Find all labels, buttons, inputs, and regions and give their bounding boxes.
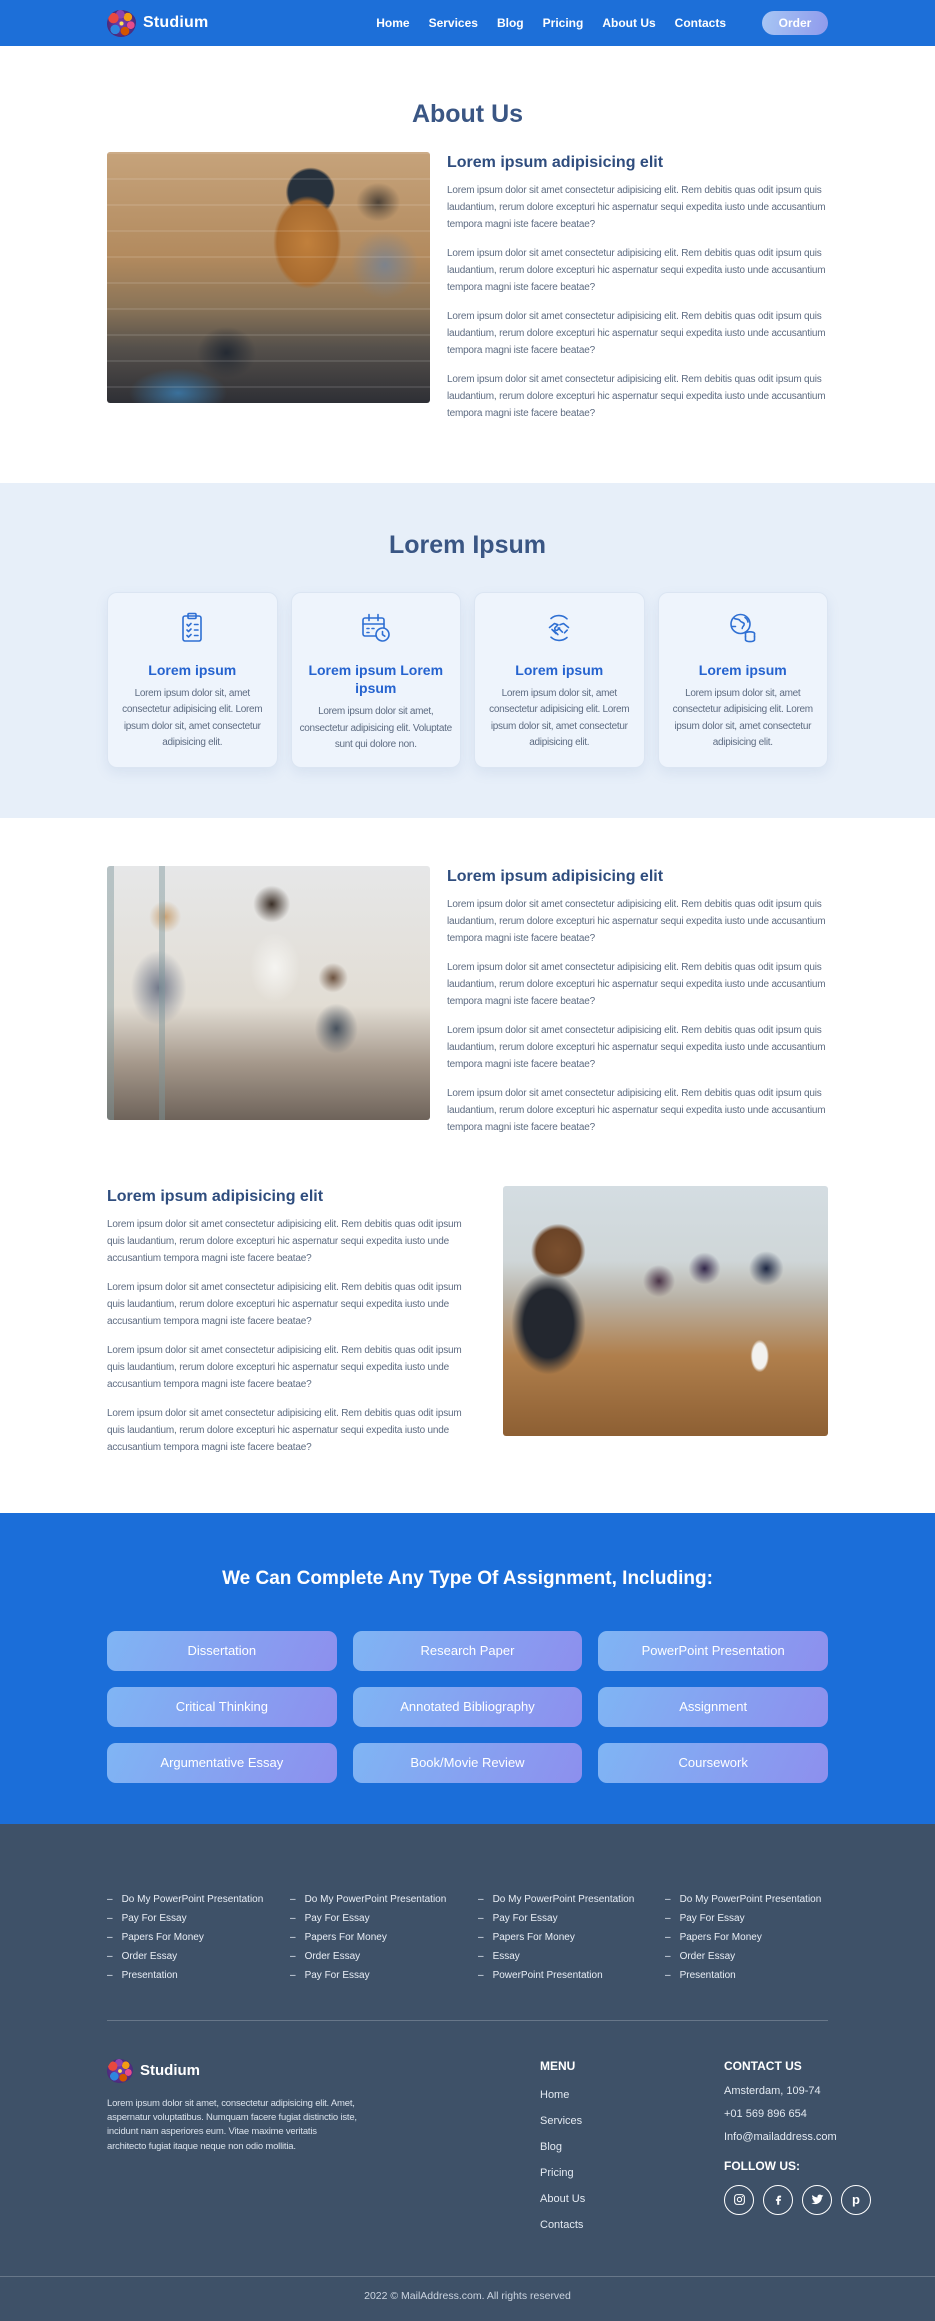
split1-paragraph: Lorem ipsum dolor sit amet consectetur adipisicing elit. Rem debitis quas odit ipsum quis laudantium, rerum dolore excepturi hic aspernatur sequi expedita iusto unde accusantium tempora magni iste facere beatae? xyxy=(447,1087,826,1133)
dash-bullet: – xyxy=(478,1969,484,1981)
assignment-button-powerpoint-presentation[interactable]: PowerPoint Presentation xyxy=(598,1631,828,1671)
feature-card-text: Lorem ipsum dolor sit, amet consectetur adipisicing elit. Lorem ipsum dolor sit, amet consectetur adipisicing elit. xyxy=(122,688,263,748)
studium-logo-icon xyxy=(107,10,136,37)
assignments-cta-section xyxy=(0,1513,935,1824)
feature-card-checklist xyxy=(107,592,278,768)
footer-contact-title: CONTACT US xyxy=(724,2058,802,2073)
studium-logo-icon xyxy=(107,2059,133,2083)
feature-card-global xyxy=(658,592,829,768)
dash-bullet: – xyxy=(665,1950,671,1962)
about-paragraph: Lorem ipsum dolor sit amet consectetur adipisicing elit. Rem debitis quas odit ipsum quis laudantium, rerum dolore excepturi hic aspernatur sequi expedita iusto unde accusantium tempora magni iste facere beatae? xyxy=(447,248,826,293)
footer-link[interactable]: Papers For Money xyxy=(492,1931,575,1943)
assignment-button-annotated-bibliography[interactable]: Annotated Bibliography xyxy=(353,1687,583,1727)
calendar-clock-icon xyxy=(358,633,394,650)
split1-paragraph: Lorem ipsum dolor sit amet consectetur adipisicing elit. Rem debitis quas odit ipsum quis laudantium, rerum dolore excepturi hic aspernatur sequi expedita iusto unde accusantium tempora magni iste facere beatae? xyxy=(447,961,826,1007)
dash-bullet: – xyxy=(290,1950,296,1962)
feature-card-deadline xyxy=(291,592,462,768)
footer-menu-contacts[interactable]: Contacts xyxy=(540,2218,584,2231)
footer-link[interactable]: Pay For Essay xyxy=(121,1912,187,1924)
split1-heading: Lorem ipsum adipisicing elit xyxy=(447,867,664,885)
feature-card-title: Lorem ipsum xyxy=(148,662,237,678)
assignment-button-research-paper[interactable]: Research Paper xyxy=(353,1631,583,1671)
dash-bullet: – xyxy=(107,1950,113,1962)
contact-address: Amsterdam, 109-74 xyxy=(724,2084,821,2097)
footer-about-text: Lorem ipsum dolor sit amet, consectetur adipisicing elit. Amet, aspernatur voluptatibus. Numquam facere fugiat distinctio iste, incidunt nam asperiores eum. Vitae maxime veritatis architecto fugiat itaque neque non odio mollitia. xyxy=(107,2097,357,2152)
split2-paragraph: Lorem ipsum dolor sit amet consectetur adipisicing elit. Rem debitis quas odit ipsum quis laudantium, rerum dolore excepturi hic aspernatur sequi expedita iusto unde accusantium tempora magni iste facere beatae? xyxy=(107,1218,462,1264)
split2-paragraph: Lorem ipsum dolor sit amet consectetur adipisicing elit. Rem debitis quas odit ipsum quis laudantium, rerum dolore excepturi hic aspernatur sequi expedita iusto unde accusantium tempora magni iste facere beatae? xyxy=(107,1407,462,1453)
nav-item-about-us[interactable]: About Us xyxy=(602,16,656,30)
conference-room-photo xyxy=(503,1186,828,1436)
contact-phone: +01 569 896 654 xyxy=(724,2107,807,2120)
footer-link[interactable]: Do My PowerPoint Presentation xyxy=(492,1893,635,1905)
dash-bullet: – xyxy=(290,1912,296,1924)
main-nav xyxy=(376,11,828,35)
dash-bullet: – xyxy=(478,1931,484,1943)
about-paragraph: Lorem ipsum dolor sit amet consectetur adipisicing elit. Rem debitis quas odit ipsum quis laudantium, rerum dolore excepturi hic aspernatur sequi expedita iusto unde accusantium tempora magni iste facere beatae? xyxy=(447,185,826,230)
assignment-button-assignment[interactable]: Assignment xyxy=(598,1687,828,1727)
footer-link-column-4 xyxy=(665,1894,828,1989)
assignment-button-coursework[interactable]: Coursework xyxy=(598,1743,828,1783)
footer-link[interactable]: Order Essay xyxy=(121,1950,178,1962)
footer-contact-column xyxy=(724,2059,871,2241)
dash-bullet: – xyxy=(107,1912,113,1924)
brand[interactable] xyxy=(107,10,208,37)
footer-links xyxy=(107,1894,828,1989)
dash-bullet: – xyxy=(665,1912,671,1924)
footer-link[interactable]: Papers For Money xyxy=(304,1931,387,1943)
footer-link-column-2 xyxy=(290,1894,478,1989)
dash-bullet: – xyxy=(107,1969,113,1981)
dash-bullet: – xyxy=(478,1912,484,1924)
footer-link[interactable]: Do My PowerPoint Presentation xyxy=(121,1893,264,1905)
assignment-button-dissertation[interactable]: Dissertation xyxy=(107,1631,337,1671)
nav-item-blog[interactable]: Blog xyxy=(496,16,524,30)
footer-menu-about-us[interactable]: About Us xyxy=(540,2192,586,2205)
feature-card-title: Lorem ipsum Lorem ipsum xyxy=(308,662,444,697)
team-coding-photo xyxy=(107,152,430,403)
nav-item-contacts[interactable]: Contacts xyxy=(674,16,726,30)
dash-bullet: – xyxy=(665,1931,671,1943)
brand-name: Studium xyxy=(143,14,209,31)
copyright-text: 2022 © MailAddress.com. All rights reserved xyxy=(364,2289,571,2302)
split2-paragraph: Lorem ipsum dolor sit amet consectetur adipisicing elit. Rem debitis quas odit ipsum quis laudantium, rerum dolore excepturi hic aspernatur sequi expedita iusto unde accusantium tempora magni iste facere beatae? xyxy=(107,1344,462,1390)
footer-menu-services[interactable]: Services xyxy=(540,2114,583,2127)
dash-bullet: – xyxy=(290,1893,296,1905)
dash-bullet: – xyxy=(107,1931,113,1943)
split1-paragraph: Lorem ipsum dolor sit amet consectetur adipisicing elit. Rem debitis quas odit ipsum quis laudantium, rerum dolore excepturi hic aspernatur sequi expedita iusto unde accusantium tempora magni iste facere beatae? xyxy=(447,1024,826,1070)
about-section xyxy=(0,46,935,483)
feature-card-title: Lorem ipsum xyxy=(515,662,604,678)
pinterest-icon[interactable]: p xyxy=(841,2185,871,2215)
nav-item-services[interactable]: Services xyxy=(428,16,478,30)
split2-text-block xyxy=(107,1186,478,1468)
footer-link[interactable]: Presentation xyxy=(121,1969,178,1981)
dash-bullet: – xyxy=(478,1893,484,1905)
features-section xyxy=(0,483,935,818)
split1-paragraph: Lorem ipsum dolor sit amet consectetur adipisicing elit. Rem debitis quas odit ipsum quis laudantium, rerum dolore excepturi hic aspernatur sequi expedita iusto unde accusantium tempora magni iste facere beatae? xyxy=(447,898,826,944)
order-button[interactable]: Order xyxy=(762,11,828,35)
instagram-icon[interactable] xyxy=(724,2185,754,2215)
footer-link[interactable]: Pay For Essay xyxy=(492,1912,558,1924)
office-team-photo xyxy=(107,866,430,1120)
split-section-image-left xyxy=(0,818,935,1162)
footer-link[interactable]: Papers For Money xyxy=(121,1931,204,1943)
footer-link[interactable]: Presentation xyxy=(679,1969,736,1981)
footer-link[interactable]: PowerPoint Presentation xyxy=(492,1969,603,1981)
feature-card-title: Lorem ipsum xyxy=(698,662,787,678)
assignment-button-critical-thinking[interactable]: Critical Thinking xyxy=(107,1687,337,1727)
footer-menu-home[interactable]: Home xyxy=(540,2088,570,2101)
feature-card-text: Lorem ipsum dolor sit, amet consectetur adipisicing elit. Lorem ipsum dolor sit, amet consectetur adipisicing elit. xyxy=(672,688,813,748)
about-paragraph: Lorem ipsum dolor sit amet consectetur adipisicing elit. Rem debitis quas odit ipsum quis laudantium, rerum dolore excepturi hic aspernatur sequi expedita iusto unde accusantium tempora magni iste facere beatae? xyxy=(447,311,826,356)
dash-bullet: – xyxy=(107,1893,113,1905)
footer-link-column-3 xyxy=(478,1894,665,1989)
globe-money-icon xyxy=(725,633,761,650)
page-title: About Us xyxy=(411,100,524,128)
footer-link[interactable]: Pay For Essay xyxy=(304,1912,370,1924)
nav-item-pricing[interactable]: Pricing xyxy=(542,16,584,30)
header xyxy=(0,0,935,46)
features-title: Lorem Ipsum xyxy=(389,531,546,559)
footer-menu-column xyxy=(540,2059,724,2241)
split-section-image-right xyxy=(0,1162,935,1513)
assignment-button-book-movie-review[interactable]: Book/Movie Review xyxy=(353,1743,583,1783)
dash-bullet: – xyxy=(665,1969,671,1981)
assignment-button-argumentative-essay[interactable]: Argumentative Essay xyxy=(107,1743,337,1783)
footer-link[interactable]: Do My PowerPoint Presentation xyxy=(679,1893,822,1905)
split2-paragraph: Lorem ipsum dolor sit amet consectetur adipisicing elit. Rem debitis quas odit ipsum quis laudantium, rerum dolore excepturi hic aspernatur sequi expedita iusto unde accusantium tempora magni iste facere beatae? xyxy=(107,1281,462,1327)
footer-link[interactable]: Order Essay xyxy=(304,1950,361,1962)
about-paragraph: Lorem ipsum dolor sit amet consectetur adipisicing elit. Rem debitis quas odit ipsum quis laudantium, rerum dolore excepturi hic aspernatur sequi expedita iusto unde accusantium tempora magni iste facere beatae? xyxy=(447,374,826,419)
footer-link[interactable]: Papers For Money xyxy=(679,1931,762,1943)
social-links xyxy=(724,2185,871,2215)
about-text-block xyxy=(447,152,828,434)
footer-brand-column xyxy=(107,2059,540,2241)
dash-bullet: – xyxy=(478,1950,484,1962)
feature-card-text: Lorem ipsum dolor sit amet, consectetur adipisicing elit. Voluptate sunt qui dolore non. xyxy=(299,706,452,750)
footer-link[interactable]: Order Essay xyxy=(679,1950,736,1962)
facebook-icon[interactable] xyxy=(763,2185,793,2215)
footer-link[interactable]: Pay For Essay xyxy=(679,1912,745,1924)
footer-menu-title: MENU xyxy=(540,2058,576,2073)
feature-card-text: Lorem ipsum dolor sit, amet consectetur adipisicing elit. Lorem ipsum dolor sit, amet consectetur adipisicing elit. xyxy=(489,688,630,748)
footer-link[interactable]: Pay For Essay xyxy=(304,1969,370,1981)
about-heading: Lorem ipsum adipisicing elit xyxy=(447,154,664,171)
footer-menu-pricing[interactable]: Pricing xyxy=(540,2166,574,2179)
clipboard-checklist-icon xyxy=(174,633,210,650)
cta-heading: We Can Complete Any Type Of Assignment, Including: xyxy=(222,1567,713,1589)
footer-menu-blog[interactable]: Blog xyxy=(540,2140,563,2153)
dash-bullet: – xyxy=(290,1969,296,1981)
footer-link[interactable]: Essay xyxy=(492,1950,520,1962)
feature-card-partnership xyxy=(474,592,645,768)
split1-text-block xyxy=(447,866,828,1148)
footer-link[interactable]: Do My PowerPoint Presentation xyxy=(304,1893,447,1905)
contact-email: Info@mailaddress.com xyxy=(724,2130,837,2143)
footer-link-column-1 xyxy=(107,1894,290,1989)
footer-brand-name: Studium xyxy=(140,2062,200,2080)
follow-us-title: FOLLOW US: xyxy=(724,2158,800,2173)
footer-bottom-bar xyxy=(0,2276,935,2321)
dash-bullet: – xyxy=(665,1893,671,1905)
twitter-icon[interactable] xyxy=(802,2185,832,2215)
footer-brand[interactable] xyxy=(107,2059,540,2083)
handshake-icon xyxy=(541,633,577,650)
nav-item-home[interactable]: Home xyxy=(376,16,410,30)
footer xyxy=(0,1824,935,2321)
split2-heading: Lorem ipsum adipisicing elit xyxy=(107,1187,324,1205)
dash-bullet: – xyxy=(290,1931,296,1943)
